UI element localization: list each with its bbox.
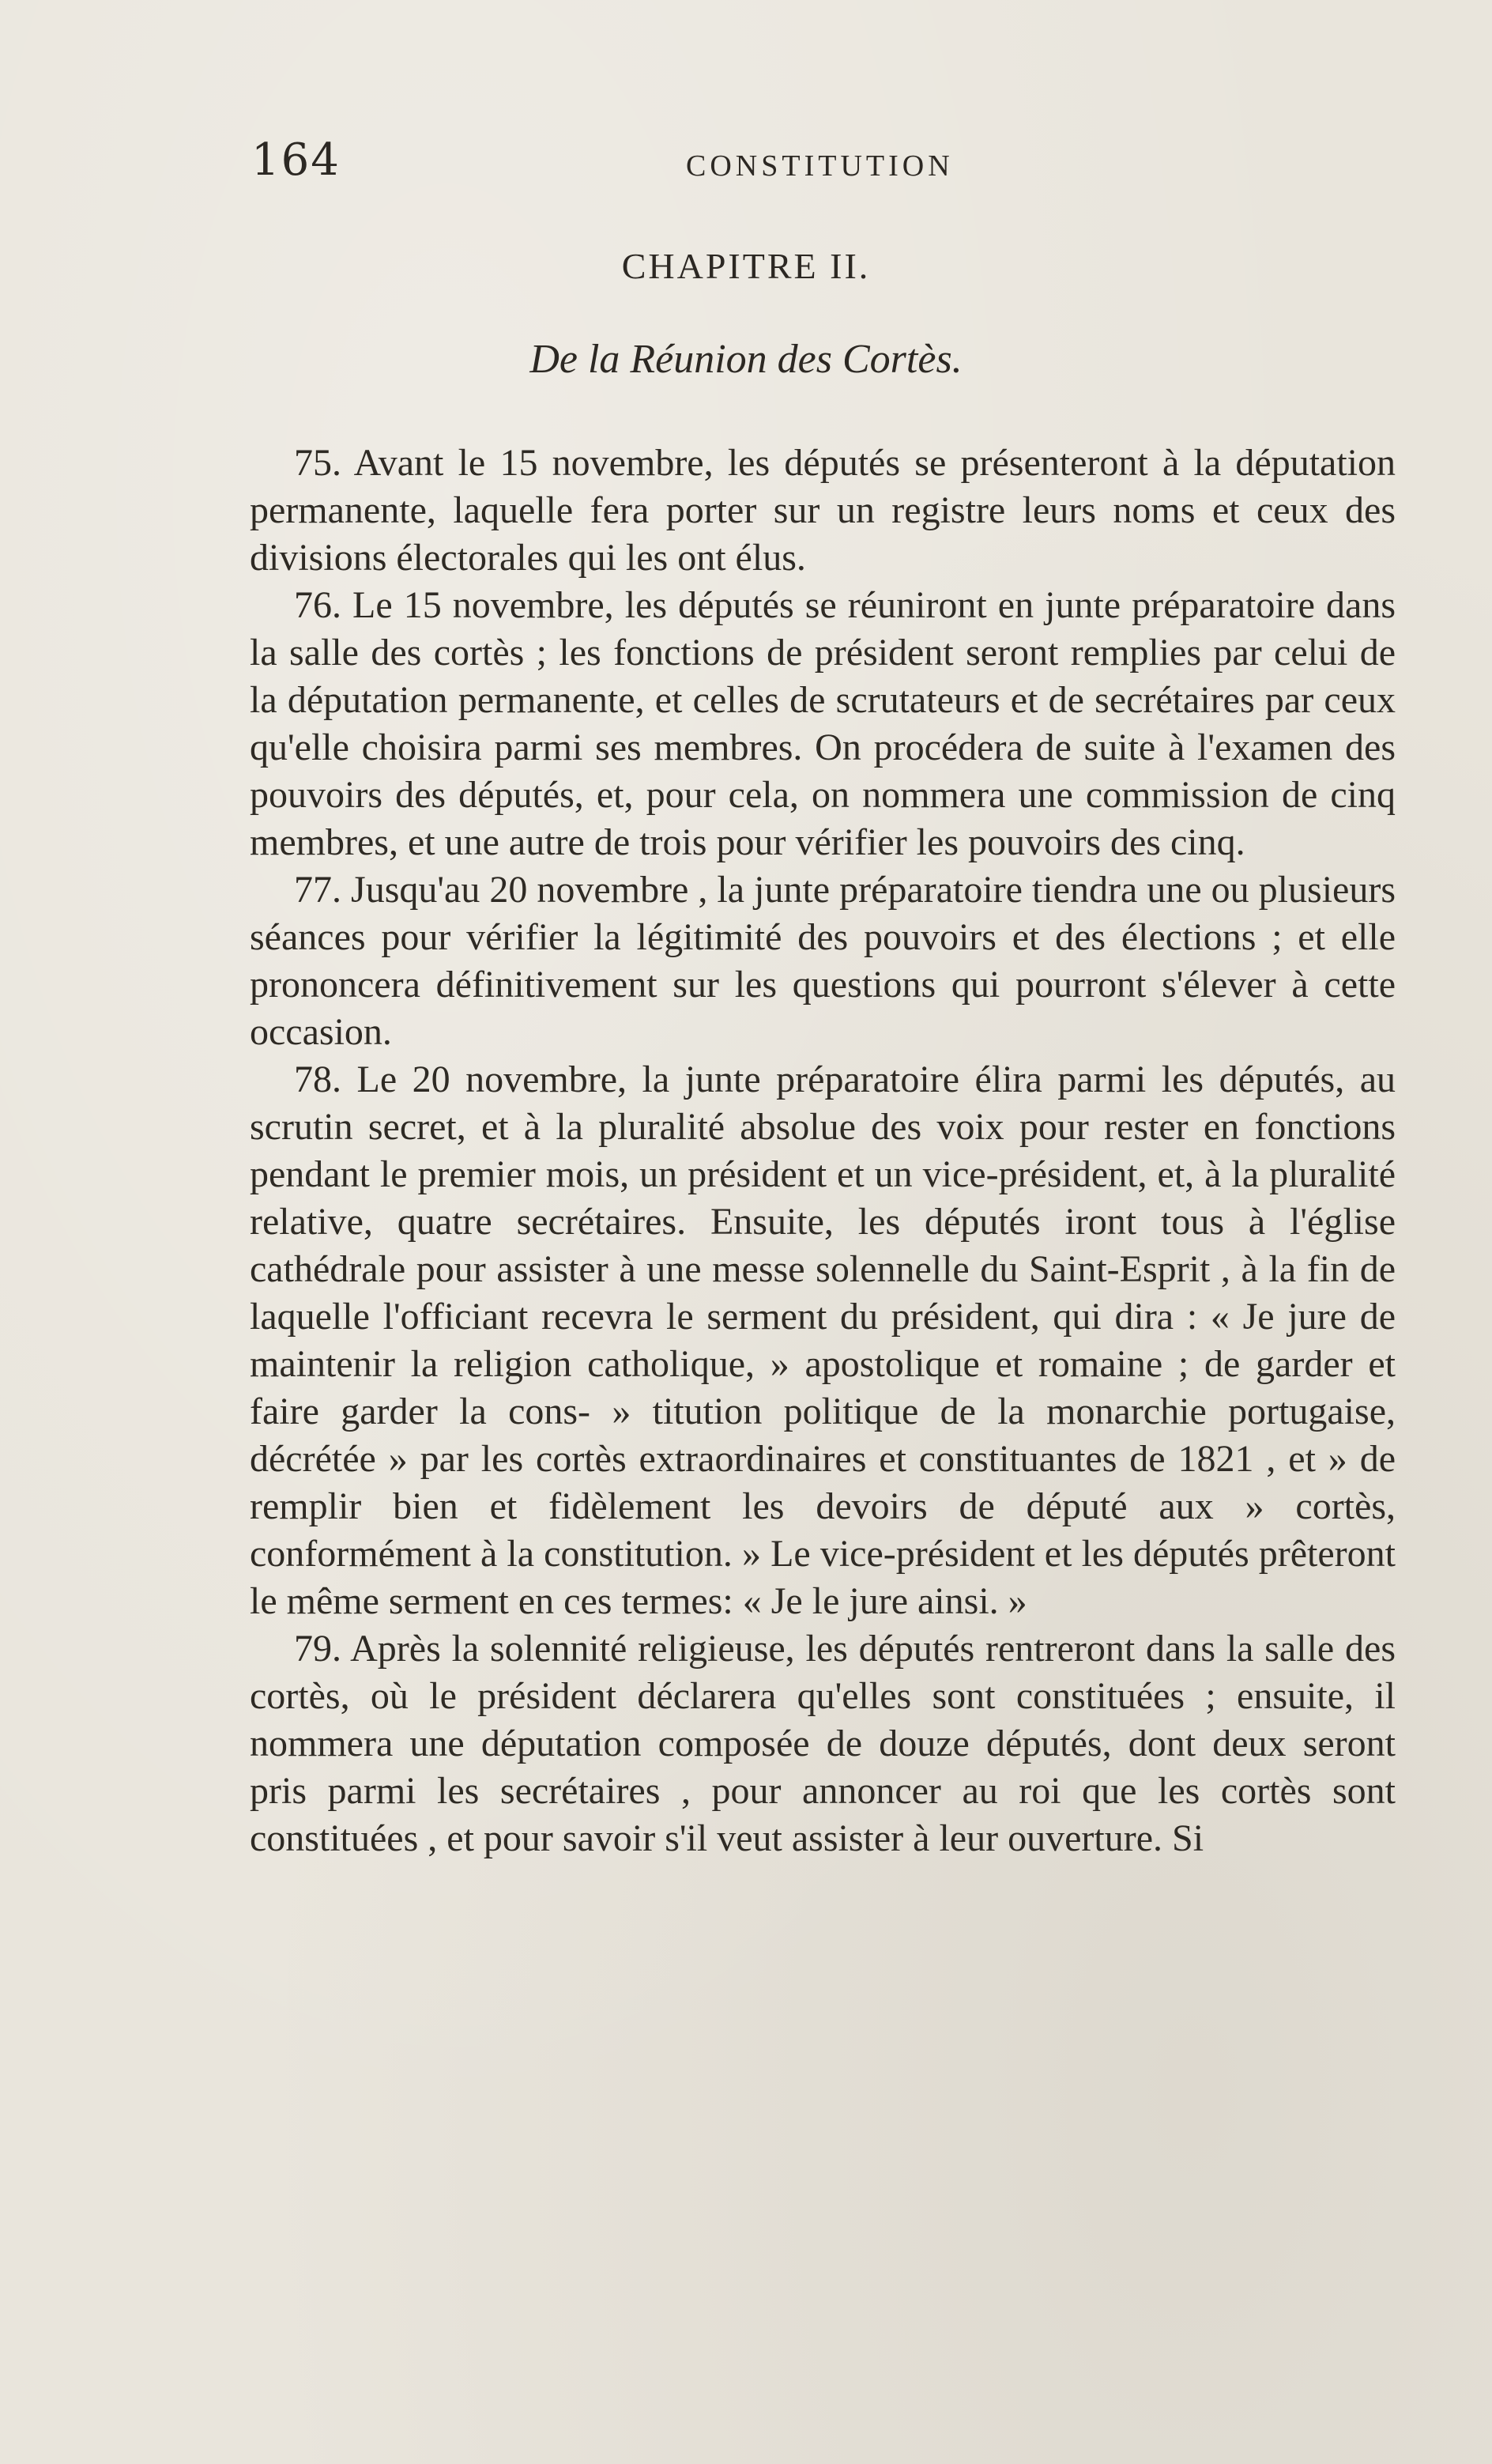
article-75: 75. Avant le 15 novembre, les députés se présenteront à la députation permanente, laquelle fera porter sur un registre leurs noms et ceux des divisions électorales qui les ont élus. xyxy=(250,442,1396,579)
page-header xyxy=(251,134,1399,198)
body-text xyxy=(250,440,1396,1862)
page-number: 164 xyxy=(251,134,341,186)
article-76: 76. Le 15 novembre, les députés se réuniront en junte préparatoire dans la salle des cortès ; les fonctions de président seront remplies par celui de la députation permanente, et celles de scrutateurs et de secrétaires par ceux qu'elle choisira parmi ses membres. On procédera de suite à l'examen des pouvoirs des députés, et, pour cela, on nommera une commission de cinq membres, et une autre de trois pour vérifier les pouvoirs des cinq. xyxy=(250,584,1396,863)
article-78: 78. Le 20 novembre, la junte préparatoire élira parmi les députés, au scrutin secret, et à la pluralité absolue des voix pour rester en fonctions pendant le premier mois, un président et un vice-président, et, à la pluralité relative, quatre secrétaires. Ensuite, les députés iront tous à l'église cathédrale pour assister à une messe solennelle du Saint-Esprit , à la fin de laquelle l'officiant recevra le serment du président, qui dira : « Je jure de maintenir la religion catholique, » apostolique et romaine ; de garder et faire garder la cons- » titution politique de la monarchie portugaise, décrétée » par les cortès extraordinaires et constituantes de 1821 , et » de remplir bien et fidèlement les devoirs de député aux » cortès, conformément à la constitution. » Le vice-président et les députés prêteront le même serment en ces termes: « Je le jure ainsi. » xyxy=(250,1058,1396,1622)
chapter-title: CHAPITRE II. xyxy=(621,246,871,286)
chapter-subtitle: De la Réunion des Cortès. xyxy=(529,337,963,382)
article-79: 79. Après la solennité religieuse, les députés rentreront dans la salle des cortès, où le président déclarera qu'elles sont constituées ; ensuite, il nommera une députation composée de douze députés, dont deux seront pris parmi les secrétaires , pour annoncer au roi que les cortès sont constituées , et pour savoir s'il veut assister à leur ouverture. Si xyxy=(250,1628,1396,1859)
running-head: CONSTITUTION xyxy=(686,149,954,183)
article-77: 77. Jusqu'au 20 novembre , la junte préparatoire tiendra une ou plusieurs séances pour vérifier la légitimité des pouvoirs et des élections ; et elle prononcera définitivement sur les questions qui pourront s'élever à cette occasion. xyxy=(250,869,1396,1053)
